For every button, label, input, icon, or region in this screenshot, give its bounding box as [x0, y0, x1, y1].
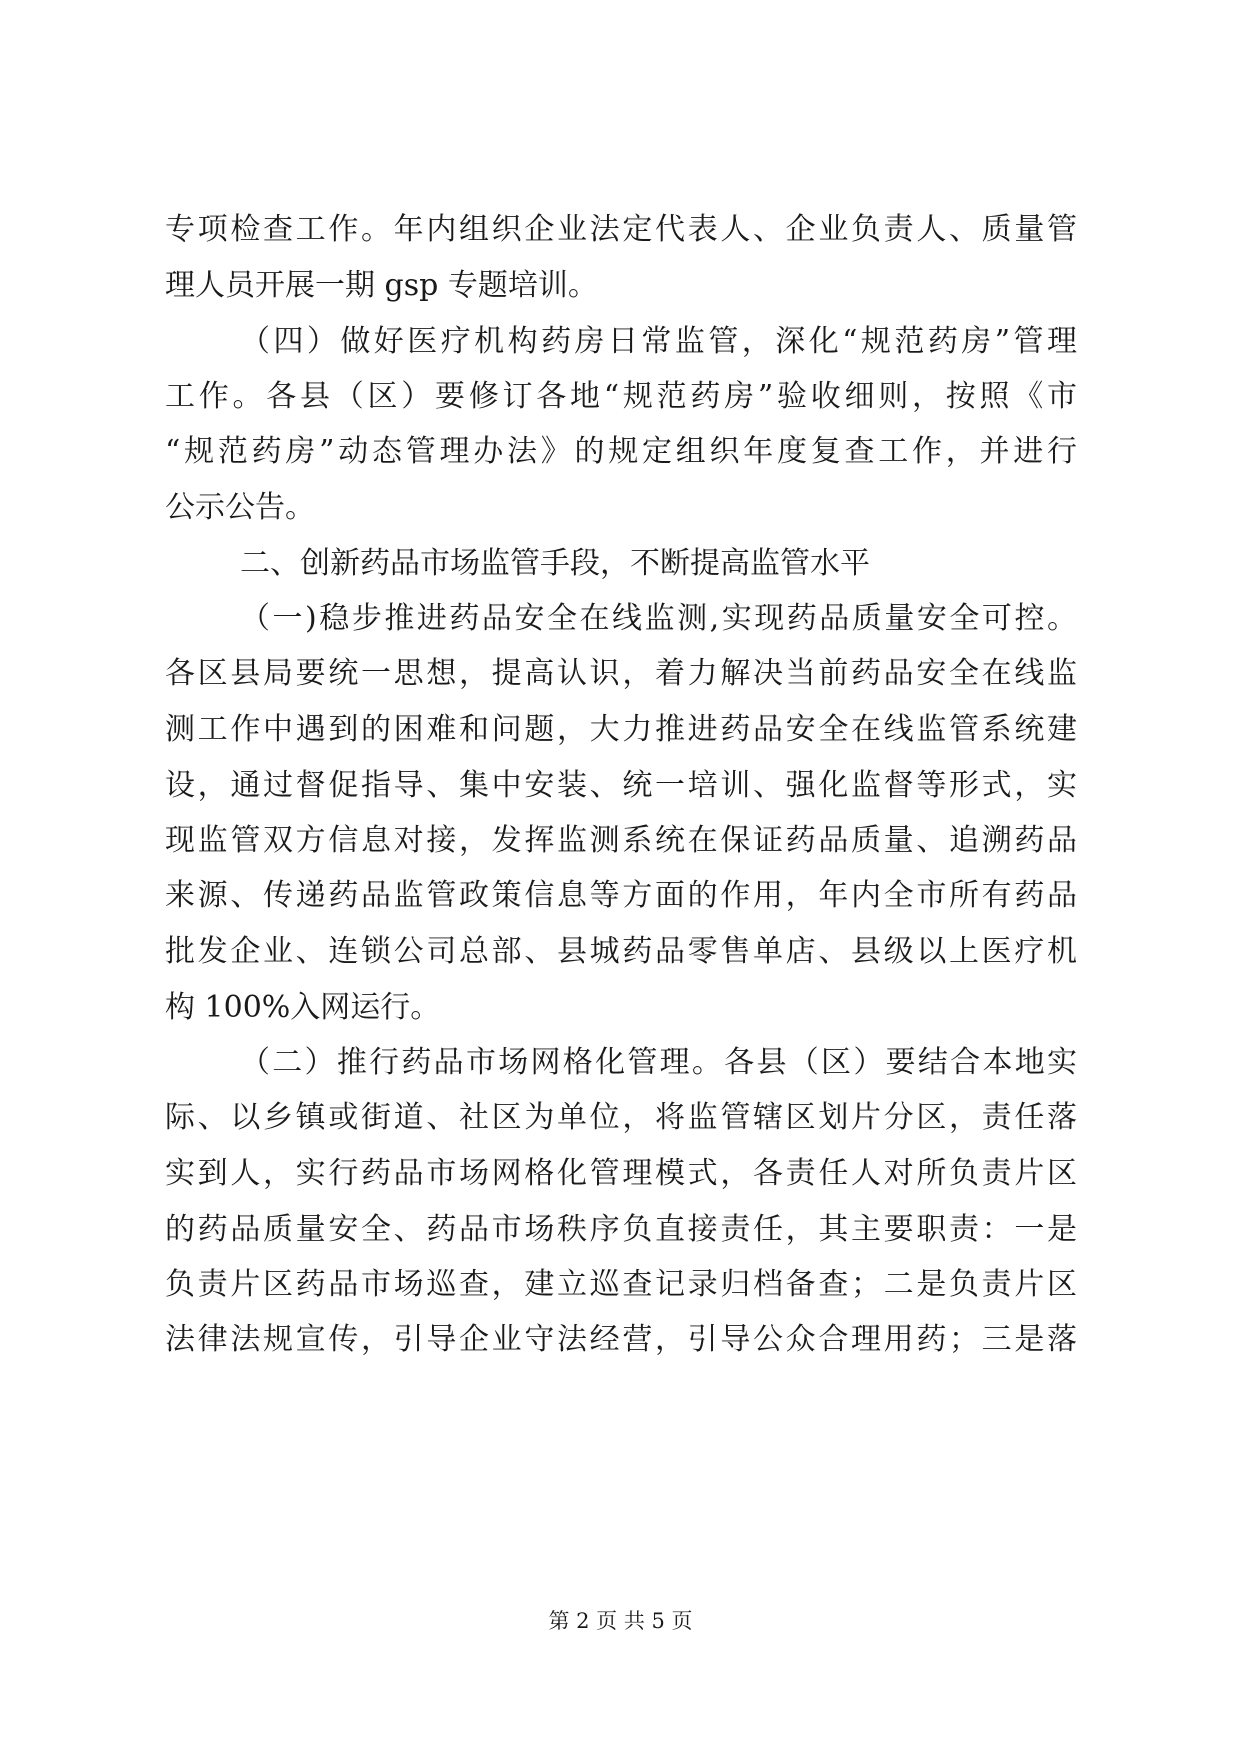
paragraph-first-line: （一)稳步推进药品安全在线监测,实现药品质量安全可控。 [240, 601, 1077, 636]
page-footer: 第 2 页 共 5 页 [548, 1609, 693, 1633]
body-line: 际、以乡镇或街道、社区为单位，将监管辖区划片分区，责任落 [165, 1100, 1077, 1135]
body-line: 公示公告。 [165, 490, 315, 525]
body-line: 现监管双方信息对接，发挥监测系统在保证药品质量、追溯药品 [165, 823, 1077, 858]
body-line: 理人员开展一期 gsp 专题培训。 [165, 268, 598, 303]
body-line: 专项检查工作。年内组织企业法定代表人、企业负责人、质量管 [165, 212, 1077, 247]
body-line: “规范药房”动态管理办法》的规定组织年度复查工作，并进行 [165, 434, 1077, 469]
paragraph-first-line: （四）做好医疗机构药房日常监管，深化“规范药房”管理 [240, 324, 1077, 359]
body-line: 实到人，实行药品市场网格化管理模式，各责任人对所负责片区 [165, 1156, 1077, 1191]
body-line: 设，通过督促指导、集中安装、统一培训、强化监督等形式，实 [165, 768, 1077, 803]
body-line: 法律法规宣传，引导企业守法经营，引导公众合理用药；三是落 [165, 1322, 1077, 1357]
body-line: 构 100%入网运行。 [165, 990, 441, 1025]
body-line: 来源、传递药品监管政策信息等方面的作用，年内全市所有药品 [165, 878, 1077, 913]
body-line: 的药品质量安全、药品市场秩序负直接责任，其主要职责：一是 [165, 1212, 1077, 1247]
body-line: 各区县局要统一思想，提高认识，着力解决当前药品安全在线监 [165, 656, 1077, 691]
body-line: 测工作中遇到的困难和问题，大力推进药品安全在线监管系统建 [165, 712, 1077, 747]
body-line: 负责片区药品市场巡查，建立巡查记录归档备查；二是负责片区 [165, 1267, 1077, 1302]
section-heading: 二、创新药品市场监管手段，不断提高监管水平 [240, 546, 870, 581]
body-line: 批发企业、连锁公司总部、县城药品零售单店、县级以上医疗机 [165, 934, 1077, 969]
body-line: 工作。各县（区）要修订各地“规范药房”验收细则，按照《市 [165, 379, 1077, 414]
paragraph-first-line: （二）推行药品市场网格化管理。各县（区）要结合本地实 [240, 1045, 1077, 1080]
